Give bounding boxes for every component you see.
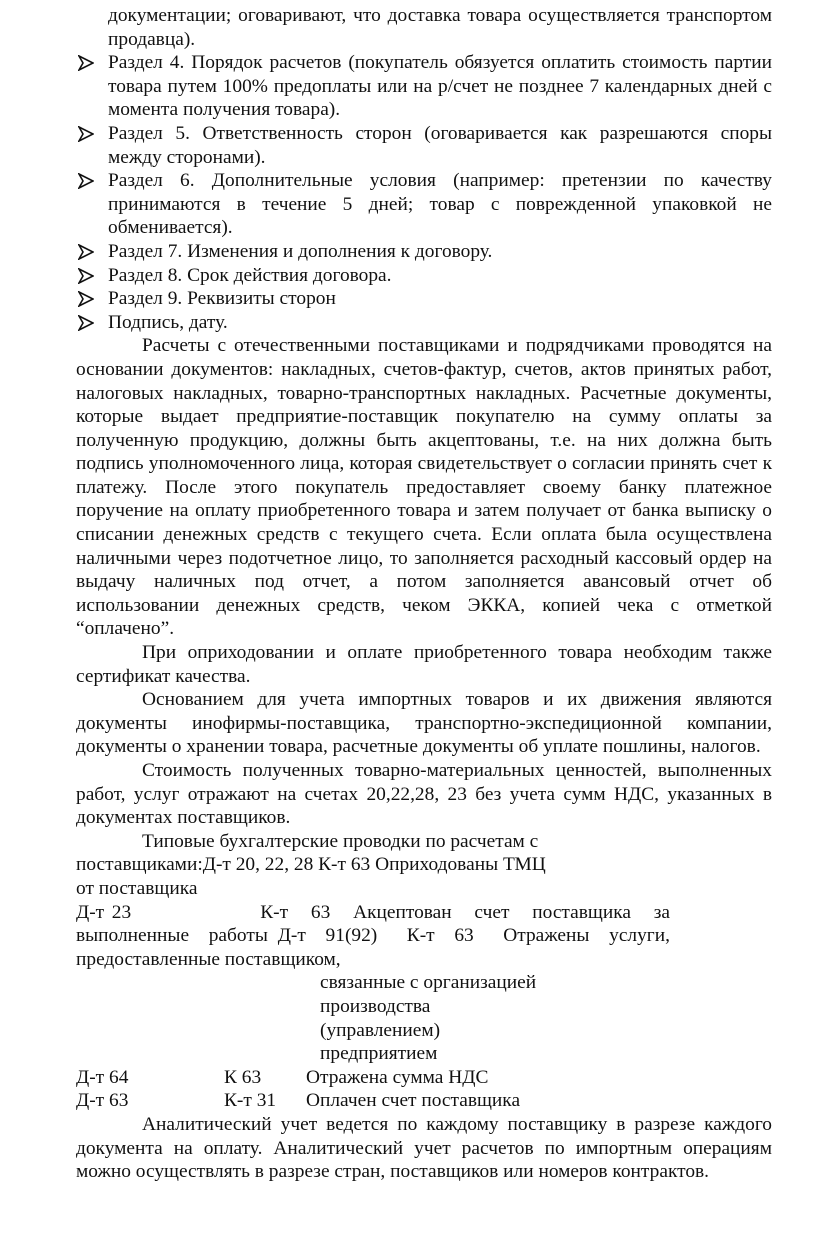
arrow-bullet-icon xyxy=(78,315,94,331)
list-item-text: Раздел 7. Изменения и дополнения к договору. xyxy=(108,240,493,262)
contract-sections-list xyxy=(76,51,772,334)
settlements-paragraph: Расчеты с отечественными поставщиками и подрядчиками проводятся на основании документов: накладных, счетов-фактур, счетов, актов принятых работ, налоговых накладных, товарно-транспортных накладных. Расчетные документы, которые выдает предприятие-поставщик покупателю на сумму оплаты за полученную продукцию, должны быть акцептованы, т.е. на них должна быть подпись уполномоченного лица, которая свидетельствует о согласии принять счет к платежу. После этого покупатель предоставляет своему банку платежное поручение на оплату приобретенного товара и затем получает от банка выписку о списании денежных средств с текущего счета. Если оплата была осуществлена наличными через подотчетное лицо, то заполняется расходный кассовый ордер на выдачу наличных под отчет, а потом заполняется авансовый отчет об использовании денежных средств, чеком ЭККА, копией чека с отметкой “оплачено”. xyxy=(76,335,772,640)
services-line: предприятием xyxy=(320,1043,438,1065)
certificate-paragraph: При оприходовании и оплате приобретенного товара необходим также сертификат качества. xyxy=(76,642,772,687)
list-item xyxy=(76,122,772,169)
postings-intro-line2: поставщиками:Д-т 20, 22, 28 К-т 63 Оприходованы ТМЦ xyxy=(76,854,546,876)
posting-description: Отражена сумма НДС xyxy=(306,1066,489,1088)
list-item xyxy=(76,51,772,122)
posting-credit: К 63 xyxy=(224,1066,262,1088)
cost-paragraph: Стоимость полученных товарно-материальных ценностей, выполненных работ, услуг отражают на счетах 20,22,28, 23 без учета сумм НДС, указанных в документах поставщиков. xyxy=(76,760,772,829)
list-item-text: Раздел 9. Реквизиты сторон xyxy=(108,288,336,310)
posting-debit: Д-т 63 xyxy=(76,1090,129,1112)
postings-intro-line1: Типовые бухгалтерские проводки по расчетам с xyxy=(142,830,539,852)
accept-posting: Д-т 23 К-т 63 Акцептован счет поставщика за выполненные работы Д-т 91(92) К-т 63 Отражены услуги, предоставленные поставщиком, xyxy=(76,901,675,970)
arrow-bullet-icon xyxy=(78,268,94,284)
posting-debit: Д-т 64 xyxy=(76,1066,129,1088)
list-item xyxy=(76,264,772,288)
posting-row xyxy=(76,1089,772,1113)
arrow-bullet-icon xyxy=(78,55,94,71)
services-line: (управлением) xyxy=(320,1019,441,1041)
list-item xyxy=(76,287,772,311)
postings-intro-line3: от поставщика xyxy=(76,877,198,899)
imports-paragraph: Основанием для учета импортных товаров и их движения являются документы инофирмы-поставщика, транспортно-экспедиционной компании, документы о хранении товара, расчетные документы об уплате пошлины, налогов. xyxy=(76,689,772,758)
list-item-text: Раздел 6. Дополнительные условия (например: претензии по качеству принимаются в течение 5 дней; товар с поврежденной упаковкой не обменивается). xyxy=(108,170,772,239)
arrow-bullet-icon xyxy=(78,126,94,142)
posting-description: Оплачен счет поставщика xyxy=(306,1090,521,1112)
arrow-bullet-icon xyxy=(78,244,94,260)
postings-block xyxy=(76,830,772,1113)
intro-continuation: документации; оговаривают, что доставка товара осуществляется транспортом продавца). xyxy=(108,5,772,50)
list-item xyxy=(76,240,772,264)
list-item-text: Раздел 4. Порядок расчетов (покупатель обязуется оплатить стоимость партии товара путем 100% предоплаты или на р/счет не позднее 7 календарных дней с момента получения товара). xyxy=(108,52,772,121)
services-line: связанные с организацией xyxy=(320,972,537,994)
list-item-text: Подпись, дату. xyxy=(108,311,228,333)
analytical-paragraph: Аналитический учет ведется по каждому поставщику в разрезе каждого документа на оплату. Аналитический учет расчетов по импортным операциям можно осуществлять в разрезе стран, поставщиков или номеров контрактов. xyxy=(76,1113,772,1183)
list-item xyxy=(76,169,772,240)
list-item-text: Раздел 8. Срок действия договора. xyxy=(108,264,392,286)
services-detail xyxy=(76,971,772,1065)
services-line: производства xyxy=(320,995,431,1017)
document-page xyxy=(76,4,772,1184)
arrow-bullet-icon xyxy=(78,291,94,307)
posting-row xyxy=(76,1066,772,1090)
list-item-text: Раздел 5. Ответственность сторон (оговаривается как разрешаются споры между сторонами). xyxy=(108,122,772,168)
posting-credit: К-т 31 xyxy=(224,1090,277,1112)
list-item xyxy=(76,311,772,335)
arrow-bullet-icon xyxy=(78,173,94,189)
